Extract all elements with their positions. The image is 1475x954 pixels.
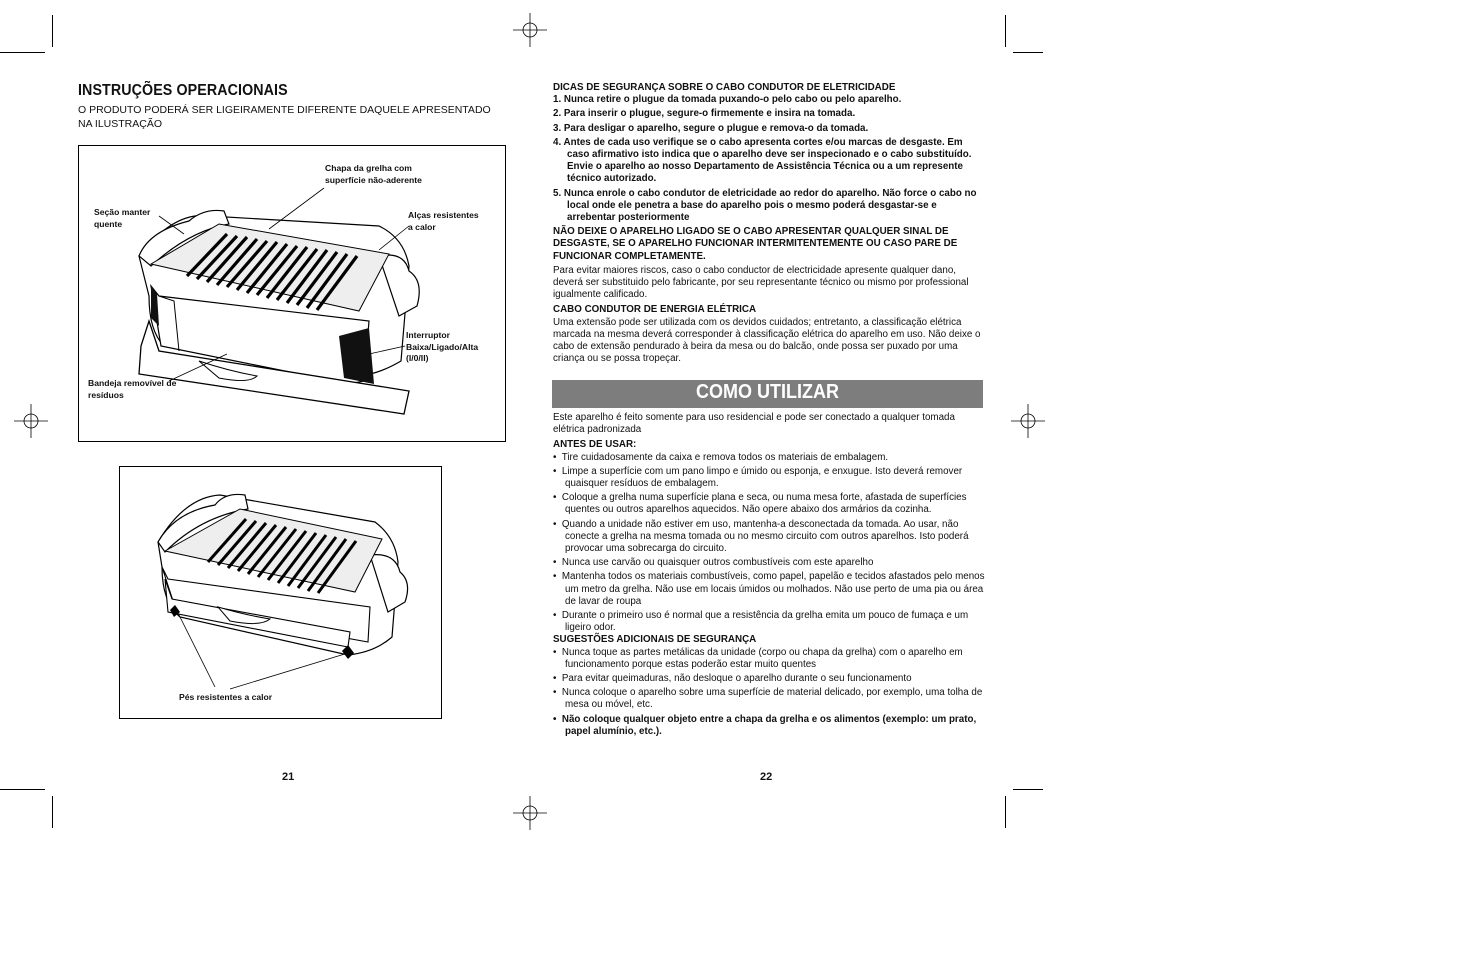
- list-item: • Limpe a superfície com um pano limpo e úmido ou esponja, e enxugue. Isto deverá remover quaisquer resíduos de embalagem.: [553, 465, 963, 490]
- registration-mark-left: [14, 404, 48, 438]
- extension-heading: CABO CONDUTOR DE ENERGIA ELÉTRICA: [553, 304, 757, 316]
- cord-item: 2. Para inserir o plugue, segure-o firmemente e insira na tomada.: [553, 108, 856, 120]
- risk-text: Para evitar maiores riscos, caso o cabo conductor de electricidade apresente qualquer dano, deverá ser substituido pelo fabricante, por seu representante técnico ou mismo por professional igualmente calificado.: [553, 264, 969, 301]
- cord-heading: DICAS DE SEGURANÇA SOBRE O CABO CONDUTOR DE ELETRICIDADE: [553, 82, 896, 93]
- list-item: • Não coloque qualquer objeto entre a chapa da grelha e os alimentos (exemplo: um prato, papel alumínio, etc.).: [553, 713, 977, 737]
- registration-mark-top: [513, 13, 547, 47]
- list-item: • Nunca toque as partes metálicas da unidade (corpo ou chapa da grelha) com o aparelho em funcionamento porque estas poderão estar muito quentes: [553, 646, 963, 670]
- list-item: • Mantenha todos os materiais combustíveis, como papel, papelão e tecidos afastados pelo menos um metro da grelha. Não use em locais úmidos ou molhados. Não use perto de uma pia ou área de lavar de roupa: [553, 571, 985, 607]
- label-plate: Chapa da grelha com superfície não-aderente: [325, 163, 422, 185]
- intro-text: Este aparelho é feito somente para uso residencial e pode ser conectado a qualquer tomada elétrica padronizada: [553, 412, 955, 436]
- figure-grill-parts: [78, 145, 506, 442]
- warning-text: NÃO DEIXE O APARELHO LIGADO SE O CABO APRESENTAR QUALQUER SINAL DE DESGASTE, SE O APARELHO FUNCIONAR INTERMITENTEMENTE OU CASO PARE DE FUNCIONAR COMPLETAMENTE.: [553, 226, 958, 262]
- list-item: • Durante o primeiro uso é normal que a resistência da grelha emita um pouco de fumaça e um ligeiro odor.: [553, 610, 969, 634]
- before-heading: ANTES DE USAR:: [553, 439, 637, 451]
- list-item: • Quando a unidade não estiver em uso, mantenha-a desconectada da tomada. Ao usar, não conecte a grelha na mesma tomada ou no mesmo circuito com outros aparelhos. Isto poderá provocar uma sobrecarga do circuito.: [553, 518, 969, 555]
- extension-text: Uma extensão pode ser utilizada com os devidos cuidados; entretanto, a classificação elétrica marcada na mesma deverá corresponder à classificação elétrica do aparelho em uso. Não deixe o cabo de extensão pendurado à beira da mesa ou do balcão, onde possa ser puxado por uma criança ou se possa tropeçar.: [553, 316, 981, 365]
- subtitle: O PRODUTO PODERÁ SER LIGEIRAMENTE DIFERENTE DAQUELE APRESENTADO NA ILUSTRAÇÃO: [78, 104, 491, 130]
- label-warm-section: Seção manter quente: [94, 207, 151, 229]
- section-title: COMO UTILIZAR: [696, 381, 839, 403]
- list-item: • Tire cuidadosamente da caixa e remova todos os materiais de embalagem.: [553, 451, 889, 463]
- label-switch: Interruptor Baixa/Ligado/Alta (I/0/II): [406, 330, 479, 363]
- before-list: [553, 452, 985, 635]
- figure-grill-feet: [119, 466, 442, 719]
- label-feet: Pés resistentes a calor: [179, 692, 273, 702]
- safety-heading: SUGESTÕES ADICIONAIS DE SEGURANÇA: [553, 634, 757, 646]
- label-tray: Bandeja removível de resíduos: [88, 378, 177, 400]
- cord-item: 3. Para desligar o aparelho, segure o plugue e remova-o da tomada.: [553, 122, 869, 134]
- cord-item: 5. Nunca enrole o cabo condutor de eletricidade ao redor do aparelho. Não force o cabo no local onde ele penetra a base do aparelho pois o mesmo poderá desgastar-se e arrebentar posteriormente: [553, 187, 977, 224]
- cord-item: 1. Nunca retire o plugue da tomada puxando-o pelo cabo ou pelo aparelho.: [553, 94, 902, 106]
- registration-mark-bottom: [513, 796, 547, 830]
- list-item: • Coloque a grelha numa superfície plana e seca, ou numa mesa forte, afastada de superfícies quentes ou outros aparelhos aquecidos. Não opere abaixo dos armários da cozinha.: [553, 492, 967, 516]
- page-number-right: 22: [760, 771, 773, 783]
- list-item: • Para evitar queimaduras, não desloque o aparelho durante o seu funcionamento: [553, 673, 912, 685]
- label-handles: Alças resistentes a calor: [408, 210, 479, 232]
- usage-section: [553, 412, 985, 738]
- list-item: • Nunca coloque o aparelho sobre uma superfície de material delicado, por exemplo, uma tolha de mesa ou móvel, etc.: [553, 687, 983, 711]
- grill-illustration-2: [120, 467, 441, 718]
- page-title: INSTRUÇÕES OPERACIONAIS: [78, 82, 288, 99]
- cord-item: 4. Antes de cada uso verifique se o cabo apresenta cortes e/ou marcas de desgaste. Em caso afirmativo isto indica que o aparelho deve ser inspecionado e o cabo substituído. Envie o aparelho ao nosso Departamento de Assistência Técnica ou a um represente técnico autorizado.: [553, 136, 972, 185]
- safety-list: [553, 647, 985, 738]
- cord-safety-section: [553, 82, 985, 365]
- list-item: • Nunca use carvão ou quaisquer outros combustíveis com este aparelho: [553, 557, 874, 569]
- section-title-bar: [552, 380, 983, 408]
- registration-mark-right: [1011, 404, 1045, 438]
- page-number-left: 21: [282, 771, 295, 783]
